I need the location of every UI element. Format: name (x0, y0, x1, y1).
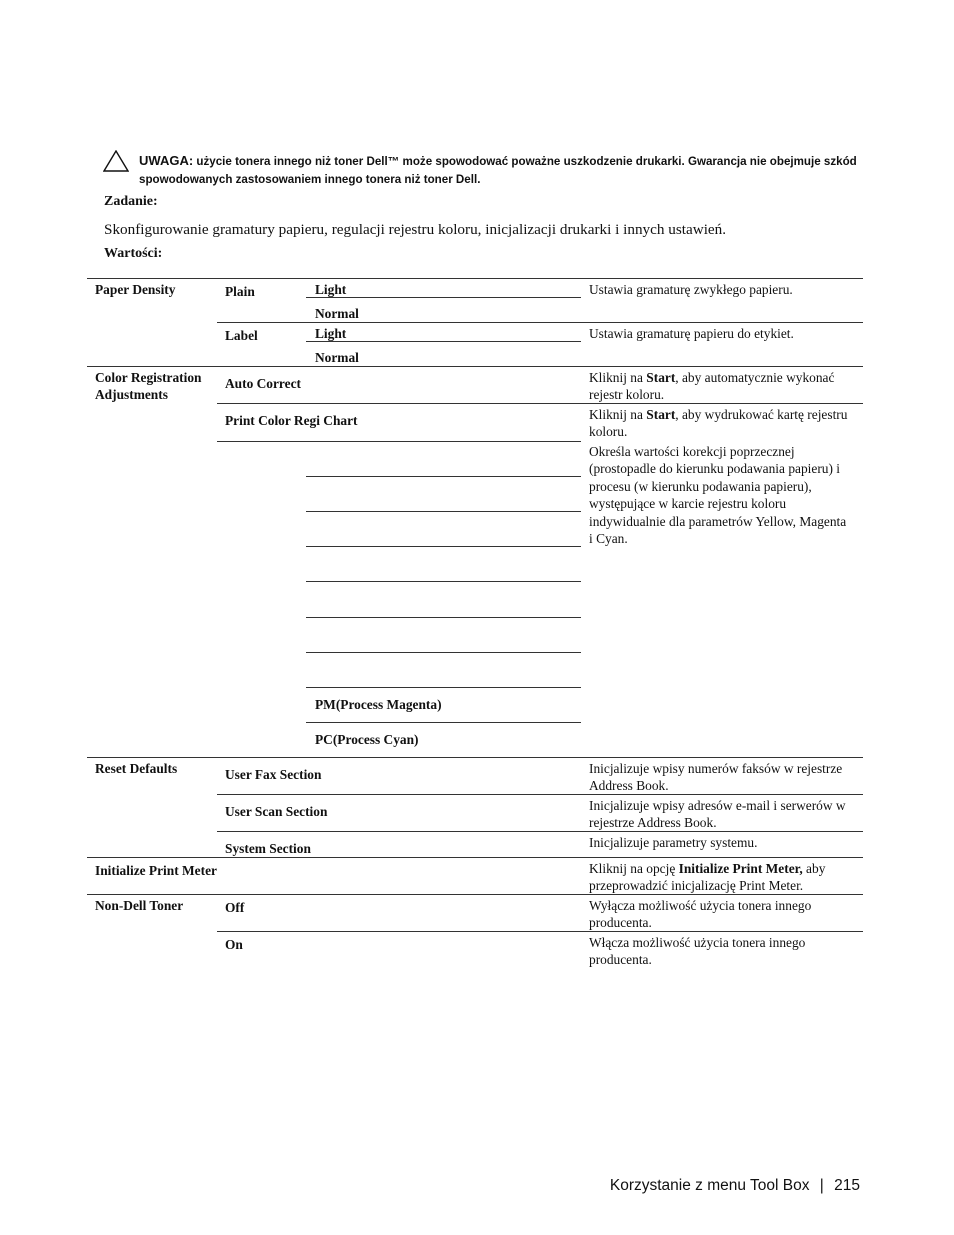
footer-separator: | (819, 1177, 824, 1194)
page-footer (610, 1177, 860, 1195)
user-scan-section-description: Inicjalizuje wpisy adresów e-mail i serwerów w rejestrze Address Book. (589, 798, 846, 831)
table-rule (306, 511, 581, 512)
caution-lead: UWAGA: (139, 153, 194, 168)
initialize-print-meter-label: Initialize Print Meter (95, 863, 217, 878)
pm-option: PM(Process Magenta) (315, 697, 442, 712)
table-rule (87, 366, 863, 367)
off-option: Off (225, 900, 245, 915)
table-rule (306, 687, 581, 688)
on-description: Włącza możliwość użycia tonera innego producenta. (589, 935, 806, 968)
task-heading: Zadanie: (104, 194, 158, 209)
user-fax-section-label: User Fax Section (225, 767, 322, 782)
auto-correct-label: Auto Correct (225, 376, 301, 391)
table-rule (306, 297, 581, 298)
registration-adjust-description: Określa wartości korekcji poprzecznej (prostopadle do kierunku podawania papieru) i procesu (w kierunku podawania papieru), występujące w karcie rejestru koloru indywidualnie dla parametrów Yellow, Magenta i Cyan. (589, 444, 847, 547)
label-normal-option: Normal (315, 350, 359, 365)
paper-density-label: Paper Density (95, 282, 176, 297)
caution-text: użycie tonera innego niż toner Dell™ może spowodować poważne uszkodzenie drukarki. Gwarancja nie obejmuje szkód spowodowanych zastosowaniem innego tonera niż toner Dell. (139, 155, 857, 186)
label-light-option: Light (315, 326, 347, 341)
plain-description: Ustawia gramaturę zwykłego papieru. (589, 282, 793, 297)
color-registration-label: Color Registration Adjustments (95, 370, 202, 402)
off-description: Wyłącza możliwość użycia tonera innego producenta. (589, 898, 812, 931)
plain-light-option: Light (315, 282, 347, 297)
auto-correct-description: Kliknij na Start, aby automatycznie wykonać rejestr koloru. (589, 370, 835, 403)
table-rule (306, 617, 581, 618)
table-rule (306, 652, 581, 653)
table-rule (87, 278, 863, 279)
pc-option: PC(Process Cyan) (315, 732, 419, 747)
table-rule (87, 757, 863, 758)
print-chart-description: Kliknij na Start, aby wydrukować kartę rejestru koloru. (589, 407, 848, 440)
table-rule (306, 581, 581, 582)
table-rule (306, 341, 581, 342)
initialize-print-meter-description: Kliknij na opcję Initialize Print Meter, aby przeprowadzić inicjalizację Print Meter. (589, 861, 826, 894)
values-heading: Wartości: (104, 246, 163, 261)
task-text: Skonfigurowanie gramatury papieru, regulacji rejestru koloru, inicjalizacji drukarki i innych ustawień. (104, 221, 727, 238)
system-section-label: System Section (225, 841, 311, 856)
table-rule (217, 322, 863, 323)
table-rule (306, 546, 581, 547)
user-fax-section-description: Inicjalizuje wpisy numerów faksów w rejestrze Address Book. (589, 761, 843, 794)
footer-section-title: Korzystanie z menu Tool Box (609, 1177, 810, 1194)
table-rule (87, 857, 863, 858)
on-option: On (225, 937, 243, 952)
plain-label: Plain (225, 284, 255, 299)
print-chart-label: Print Color Regi Chart (225, 413, 358, 428)
caution-note (139, 152, 863, 189)
label-description: Ustawia gramaturę papieru do etykiet. (589, 326, 794, 341)
label-item-label: Label (225, 328, 258, 343)
table-rule (306, 722, 581, 723)
table-rule (217, 441, 581, 442)
system-section-description: Inicjalizuje parametry systemu. (589, 835, 758, 850)
user-scan-section-label: User Scan Section (225, 804, 328, 819)
table-rule (306, 476, 581, 477)
page-number: 215 (834, 1177, 860, 1194)
reset-defaults-label: Reset Defaults (95, 761, 178, 776)
warning-triangle-icon (103, 150, 129, 172)
non-dell-toner-label: Non-Dell Toner (95, 898, 184, 913)
plain-normal-option: Normal (315, 306, 359, 321)
